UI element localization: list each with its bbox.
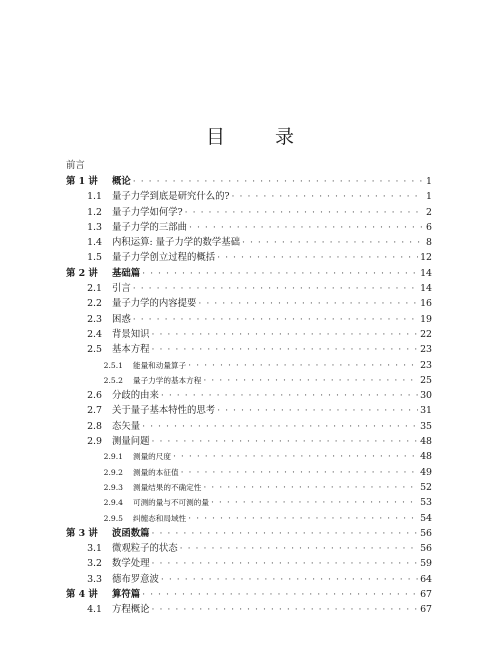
toc-entry-title: 算符篇	[112, 589, 141, 601]
toc-dot-leader	[189, 220, 422, 235]
toc-page-number: 49	[420, 466, 432, 478]
toc-section-entry[interactable]	[66, 296, 432, 311]
toc-section-entry[interactable]	[66, 556, 432, 571]
toc-dot-leader	[161, 572, 418, 587]
toc-entry-number: 1.2	[87, 206, 102, 218]
toc-entry-number: 2.5.1	[103, 360, 123, 370]
toc-dot-leader	[152, 526, 419, 541]
toc-page-number: 48	[420, 451, 432, 463]
toc-page-number: 67	[420, 604, 432, 616]
toc-page-number: 1	[426, 191, 432, 203]
toc-dot-leader	[173, 449, 418, 464]
toc-entry-title: 微观粒子的状态	[112, 543, 178, 555]
toc-chapter-entry[interactable]	[66, 526, 432, 541]
toc-dot-leader	[152, 434, 419, 449]
toc-section-entry[interactable]	[66, 281, 432, 296]
toc-page-number: 54	[420, 512, 432, 524]
toc-subsection-entry[interactable]	[66, 480, 432, 495]
toc-page-number: 12	[420, 252, 432, 264]
toc-page-number: 48	[420, 436, 432, 448]
toc-entry-number: 3.1	[87, 543, 102, 555]
toc-subsection-entry[interactable]	[66, 465, 432, 480]
toc-entry-title: 量子力学的内容提要	[112, 298, 197, 310]
toc-chapter-entry[interactable]	[66, 587, 432, 602]
toc-page-number: 56	[420, 543, 432, 555]
toc-preface-entry[interactable]: 前言	[66, 160, 85, 171]
toc-section-entry[interactable]	[66, 342, 432, 357]
toc-subsection-entry[interactable]	[66, 511, 432, 526]
toc-dot-leader	[152, 556, 419, 571]
toc-entry-title: 量子力学如何学?	[112, 206, 183, 218]
toc-entry-number: 1.3	[87, 221, 102, 233]
toc-page-number: 25	[420, 374, 432, 386]
toc-subsection-entry[interactable]	[66, 358, 432, 373]
toc-entry-title: 内积运算: 量子力学的数学基础	[112, 237, 241, 249]
toc-entry-number: 2.6	[87, 390, 102, 402]
toc-entry-number: 2.5	[87, 344, 102, 356]
toc-page-number: 30	[420, 390, 432, 402]
toc-dot-leader	[242, 235, 422, 250]
toc-entry-number: 2.9.4	[103, 498, 123, 508]
toc-dot-leader	[142, 419, 418, 434]
toc-entry-number: 1.4	[87, 237, 102, 249]
toc-chapter-entry[interactable]	[66, 174, 432, 189]
toc-entry-title: 数学处理	[112, 558, 150, 570]
toc-dot-leader	[142, 266, 418, 281]
toc-entry-number: 4.1	[87, 604, 102, 616]
toc-entry-number: 2.9.2	[103, 467, 123, 477]
toc-entry-number: 第 4 讲	[66, 589, 98, 601]
toc-section-entry[interactable]	[66, 189, 432, 204]
toc-entry-title: 态矢量	[112, 420, 141, 432]
toc-dot-leader	[152, 602, 419, 617]
toc-entry-title: 波函数篇	[112, 527, 150, 539]
toc-page-number: 64	[420, 573, 432, 585]
toc-dot-leader	[203, 373, 418, 388]
toc-page-number: 14	[420, 283, 432, 295]
toc-section-entry[interactable]	[66, 220, 432, 235]
toc-section-entry[interactable]	[66, 541, 432, 556]
toc-section-entry[interactable]	[66, 327, 432, 342]
toc-entry-title: 分歧的由来	[112, 390, 159, 402]
toc-entry-title: 背景知识	[112, 328, 150, 340]
toc-entry-number: 2.7	[87, 405, 102, 417]
toc-page-number: 52	[420, 481, 432, 493]
toc-section-entry[interactable]	[66, 312, 432, 327]
toc-entry-title: 测量问题	[112, 436, 150, 448]
toc-dot-leader	[185, 205, 422, 220]
toc-page-number: 31	[420, 405, 432, 417]
toc-entry-number: 2.8	[87, 420, 102, 432]
page-title: 目 录	[205, 126, 317, 148]
toc-entry-title: 测量结果的不确定性	[133, 482, 202, 492]
toc-entry-title: 测量的尺度	[133, 452, 171, 462]
toc-entry-title: 引言	[112, 283, 131, 295]
toc-dot-leader	[232, 189, 422, 204]
toc-entry-number: 第 2 讲	[66, 267, 98, 279]
toc-page-number: 6	[426, 221, 432, 233]
toc-dot-leader	[198, 296, 418, 311]
toc-section-entry[interactable]	[66, 403, 432, 418]
toc-dot-leader	[152, 327, 419, 342]
toc-page-number: 67	[420, 589, 432, 601]
toc-dot-leader	[133, 281, 418, 296]
toc-page-number: 56	[420, 527, 432, 539]
toc-page-number: 23	[420, 344, 432, 356]
toc-entry-number: 2.5.2	[103, 375, 123, 385]
toc-page-number: 19	[420, 313, 432, 325]
toc-entry-title: 德布罗意波	[112, 573, 159, 585]
toc-subsection-entry[interactable]	[66, 449, 432, 464]
toc-section-entry[interactable]	[66, 572, 432, 587]
toc-section-entry[interactable]	[66, 205, 432, 220]
toc-dot-leader	[180, 541, 418, 556]
toc-chapter-entry[interactable]	[66, 266, 432, 281]
toc-entry-number: 2.9.3	[103, 482, 123, 492]
toc-entry-number: 2.9.1	[103, 452, 123, 462]
toc-page-number: 2	[426, 206, 432, 218]
toc-page-number: 59	[420, 558, 432, 570]
toc-entry-title: 量子力学创立过程的概括	[112, 252, 216, 264]
toc-entry-title: 量子力学到底是研究什么的?	[112, 191, 230, 203]
toc-page-number: 8	[426, 237, 432, 249]
toc-dot-leader	[181, 465, 419, 480]
toc-page-number: 22	[420, 328, 432, 340]
toc-page-number: 23	[420, 359, 432, 371]
toc-entry-title: 测量的本征值	[133, 467, 179, 477]
toc-section-entry[interactable]	[66, 250, 432, 265]
toc-entry-number: 第 1 讲	[66, 176, 98, 187]
toc-dot-leader	[152, 342, 419, 357]
toc-entry-title: 量子力学的三部曲	[112, 221, 188, 233]
toc-dot-leader	[217, 250, 418, 265]
toc-dot-leader	[142, 587, 418, 602]
toc-page-number: 53	[420, 497, 432, 509]
toc-section-entry[interactable]	[66, 235, 432, 250]
toc-subsection-entry[interactable]	[66, 495, 432, 510]
toc-entry-title: 基础篇	[112, 267, 141, 279]
toc-section-entry[interactable]	[66, 434, 432, 449]
toc-entry-title: 纠缠态和局域性	[133, 513, 187, 523]
toc-entry-number: 1.1	[87, 191, 102, 203]
toc-section-entry[interactable]	[66, 602, 432, 617]
toc-entry-number: 2.2	[87, 298, 102, 310]
toc-entry-title: 能量和动量算子	[133, 360, 187, 370]
toc-entry-number: 第 3 讲	[66, 527, 98, 539]
toc-entry-number: 3.3	[87, 573, 102, 585]
toc-page-number: 1	[426, 176, 432, 187]
toc-entry-number: 2.1	[87, 283, 102, 295]
toc-entry-number: 2.3	[87, 313, 102, 325]
toc-dot-leader	[217, 403, 418, 418]
toc-entry-number: 2.4	[87, 328, 102, 340]
table-of-contents	[66, 157, 432, 618]
toc-entry-title: 方程概论	[112, 604, 150, 616]
toc-entry-title: 基本方程	[112, 344, 150, 356]
toc-entry-number: 2.9.5	[103, 513, 123, 523]
toc-dot-leader	[133, 312, 418, 327]
toc-dot-leader	[188, 511, 418, 526]
toc-subsection-entry[interactable]	[66, 373, 432, 388]
toc-dot-leader	[188, 358, 418, 373]
toc-entry-number: 3.2	[87, 558, 102, 570]
toc-entry-number: 1.5	[87, 252, 102, 264]
toc-dot-leader	[133, 174, 422, 189]
toc-section-entry[interactable]	[66, 388, 432, 403]
toc-section-entry[interactable]	[66, 419, 432, 434]
toc-dot-leader	[211, 495, 418, 510]
toc-entry-number: 2.9	[87, 436, 102, 448]
toc-entry-title: 关于量子基本特性的思考	[112, 405, 216, 417]
toc-dot-leader	[203, 480, 418, 495]
toc-entry-title: 量子力学的基本方程	[133, 375, 202, 385]
toc-page-number: 14	[420, 267, 432, 279]
toc-entry-title: 困惑	[112, 313, 131, 325]
toc-page-number: 35	[420, 420, 432, 432]
toc-dot-leader	[161, 388, 418, 403]
toc-entry-title: 概论	[112, 176, 131, 187]
toc-entry-title: 可测的量与不可测的量	[133, 498, 209, 508]
toc-page-number: 16	[420, 298, 432, 310]
